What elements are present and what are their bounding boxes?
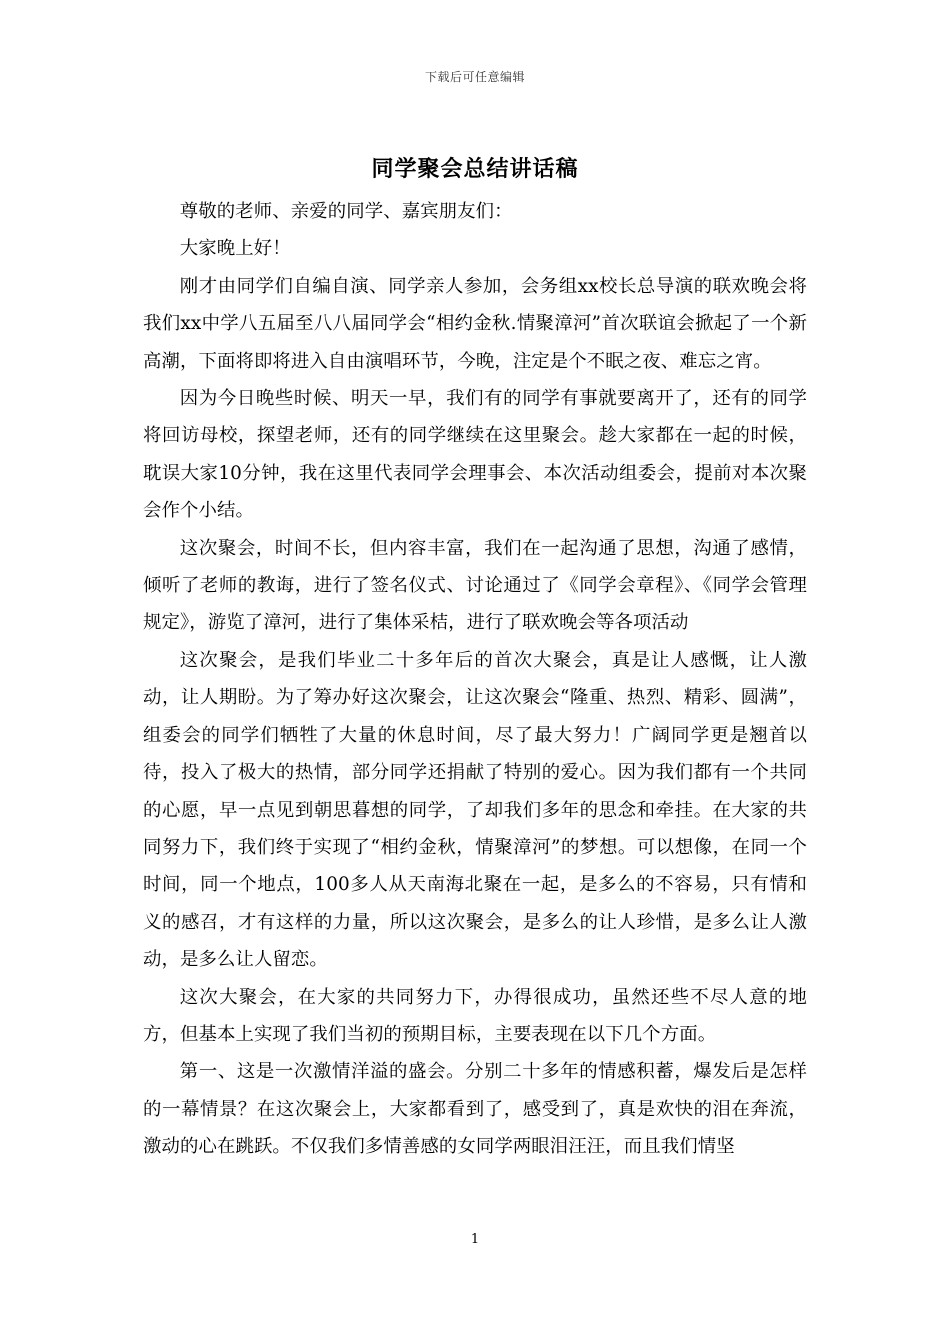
header-note: 下载后可任意编辑 <box>424 70 525 84</box>
body-paragraph: 因为今日晚些时候、明天一早，我们有的同学有事就要离开了，还有的同学将回访母校，探望老师，还有的同学继续在这里聚会。趁大家都在一起的时候，耽误大家10分钟，我在这里代表同学会理事会、本次活动组委会，提前对本次聚会作个小结。 <box>143 388 807 522</box>
document-title: 同学聚会总结讲话稿 <box>371 157 579 182</box>
body-paragraph: 这次大聚会，在大家的共同努力下，办得很成功，虽然还些不尽人意的地方，但基本上实现了我们当初的预期目标，主要表现在以下几个方面。 <box>143 986 807 1045</box>
document-body <box>143 193 807 1166</box>
page-number: 1 <box>470 1232 480 1247</box>
body-paragraph: 刚才由同学们自编自演、同学亲人参加，会务组xx校长总导演的联欢晚会将我们xx中学八五届至八八届同学会“相约金秋.情聚漳河”首次联谊会掀起了一个新高潮，下面将即将进入自由演唱环节，今晚，注定是个不眠之夜、难忘之宵。 <box>143 275 807 372</box>
salutation-paragraph: 大家晚上好！ <box>179 238 291 260</box>
body-paragraph: 这次聚会，是我们毕业二十多年后的首次大聚会，真是让人感慨，让人激动，让人期盼。为了筹办好这次聚会，让这次聚会“隆重、热烈、精彩、圆满”，组委会的同学们牺牲了大量的休息时间，尽了最大努力！广阔同学更是翘首以待，投入了极大的热情，部分同学还捐献了特别的爱心。因为我们都有一个共同的心愿，早一点见到朝思暮想的同学，了却我们多年的思念和牵挂。在大家的共同努力下，我们终于实现了“相约金秋，情聚漳河”的梦想。可以想像，在同一个时间，同一个地点，100多人从天南海北聚在一起，是多么的不容易，只有情和义的感召，才有这样的力量，所以这次聚会，是多么的让人珍惜，是多么让人激动，是多么让人留恋。 <box>143 649 807 971</box>
body-paragraph: 这次聚会，时间不长，但内容丰富，我们在一起沟通了思想，沟通了感情，倾听了老师的教诲，进行了签名仪式、讨论通过了《同学会章程》、《同学会管理规定》，游览了漳河，进行了集体采桔，进行了联欢晚会等各项活动 <box>143 537 807 634</box>
body-paragraph: 第一、这是一次激情洋溢的盛会。分别二十多年的情感积蓄，爆发后是怎样的一幕情景？在这次聚会上，大家都看到了，感受到了，真是欢快的泪在奔流，激动的心在跳跃。不仅我们多情善感的女同学两眼泪汪汪，而且我们情坚 <box>143 1061 807 1158</box>
greeting-paragraph: 尊敬的老师、亲爱的同学、嘉宾朋友们： <box>179 201 513 222</box>
